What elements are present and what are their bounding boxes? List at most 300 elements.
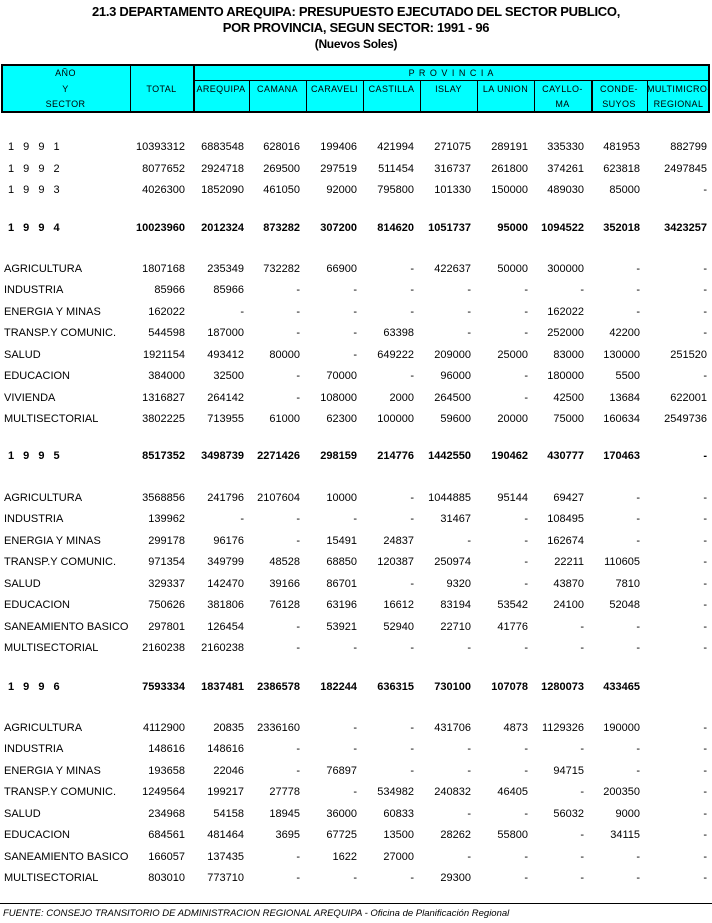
- cell-total: 4026300: [142, 184, 185, 196]
- cell-total: 329337: [148, 578, 185, 590]
- row-label: SALUD: [4, 578, 41, 590]
- table-row-sector: [0, 370, 712, 386]
- cell-value: 261800: [491, 163, 528, 175]
- source-note: FUENTE: CONSEJO TRANSITORIO DE ADMINISTRACION REGIONAL AREQUIPA - Oficina de Planificación Regional: [3, 908, 510, 919]
- cell-value: 431706: [434, 722, 471, 734]
- cell-value: -: [636, 621, 640, 633]
- cell-value: 48528: [269, 556, 300, 568]
- cell-total: 803010: [148, 872, 185, 884]
- cell-value: 36000: [326, 808, 357, 820]
- cell-value: -: [580, 642, 584, 654]
- cell-value: 882799: [670, 141, 707, 153]
- cell-value: -: [353, 513, 357, 525]
- cell-value: -: [353, 642, 357, 654]
- row-label: 1 9 9 5: [8, 450, 63, 462]
- row-label: TRANSP.Y COMUNIC.: [4, 786, 117, 798]
- cell-value: 773710: [207, 872, 244, 884]
- cell-total: 1807168: [142, 263, 185, 275]
- cell-value: 297519: [320, 163, 357, 175]
- cell-total: 684561: [148, 829, 185, 841]
- cell-value: -: [703, 184, 707, 196]
- cell-value: -: [410, 765, 414, 777]
- cell-value: 108495: [547, 513, 584, 525]
- cell-value: 349799: [207, 556, 244, 568]
- cell-value: 85966: [213, 284, 244, 296]
- cell-value: 76897: [326, 765, 357, 777]
- cell-value: 493412: [207, 349, 244, 361]
- cell-value: 25000: [497, 349, 528, 361]
- cell-value: 52940: [383, 621, 414, 633]
- cell-value: 214776: [377, 450, 414, 462]
- cell-value: -: [353, 786, 357, 798]
- cell-value: -: [296, 621, 300, 633]
- cell-value: -: [467, 808, 471, 820]
- cell-value: 29300: [440, 872, 471, 884]
- cell-value: 1044885: [428, 492, 471, 504]
- cell-value: 137435: [207, 851, 244, 863]
- header-col-0: AREQUIPA: [196, 84, 246, 94]
- cell-total: 1249564: [142, 786, 185, 798]
- cell-value: 335330: [547, 141, 584, 153]
- cell-value: 110605: [604, 556, 640, 568]
- cell-value: -: [703, 808, 707, 820]
- cell-value: 316737: [434, 163, 471, 175]
- cell-value: 2160238: [201, 642, 244, 654]
- cell-value: -: [703, 786, 707, 798]
- row-label: SALUD: [4, 808, 41, 820]
- cell-value: 795800: [377, 184, 414, 196]
- cell-value: -: [580, 851, 584, 863]
- cell-value: 199217: [207, 786, 244, 798]
- cell-value: 2271426: [257, 450, 300, 462]
- cell-value: 59600: [440, 413, 471, 425]
- row-label: 1 9 9 1: [8, 141, 63, 153]
- cell-value: -: [296, 327, 300, 339]
- cell-value: 199406: [320, 141, 357, 153]
- cell-value: 9000: [615, 808, 640, 820]
- cell-value: 86701: [326, 578, 357, 590]
- cell-value: -: [410, 306, 414, 318]
- header-col-3: CASTILLA: [368, 84, 415, 94]
- cell-total: 148616: [148, 743, 185, 755]
- header-provincia: P R O V I N C I A: [408, 68, 495, 78]
- cell-value: 511454: [378, 163, 414, 175]
- table-row-year: [0, 141, 712, 157]
- table-row-sector: [0, 349, 712, 365]
- cell-value: 13500: [383, 829, 414, 841]
- cell-value: -: [353, 743, 357, 755]
- cell-value: -: [703, 642, 707, 654]
- cell-value: 1280073: [541, 681, 584, 693]
- cell-value: 46405: [497, 786, 528, 798]
- cell-value: 732282: [263, 263, 300, 275]
- table-row-year: [0, 222, 712, 238]
- cell-value: -: [524, 642, 528, 654]
- cell-value: -: [524, 327, 528, 339]
- cell-value: 76128: [269, 599, 300, 611]
- cell-value: 53542: [497, 599, 528, 611]
- header-col-7-line2: SUYOS: [602, 99, 636, 109]
- cell-value: -: [296, 851, 300, 863]
- cell-value: 422637: [434, 263, 471, 275]
- cell-total: 8077652: [142, 163, 185, 175]
- row-label: INDUSTRIA: [4, 743, 64, 755]
- row-label: AGRICULTURA: [4, 263, 83, 275]
- cell-value: -: [636, 642, 640, 654]
- row-label: MULTISECTORIAL: [4, 872, 99, 884]
- cell-value: 61000: [269, 413, 300, 425]
- row-label: AGRICULTURA: [4, 722, 83, 734]
- cell-value: 43870: [553, 578, 584, 590]
- cell-value: 352018: [603, 222, 640, 234]
- cell-value: -: [296, 642, 300, 654]
- cell-value: 100000: [377, 413, 414, 425]
- cell-value: 1837481: [201, 681, 244, 693]
- row-label: TRANSP.Y COMUNIC.: [4, 327, 117, 339]
- cell-value: 269500: [263, 163, 300, 175]
- cell-value: 4873: [503, 722, 528, 734]
- cell-value: -: [296, 370, 300, 382]
- cell-value: -: [580, 872, 584, 884]
- cell-value: 2012324: [201, 222, 244, 234]
- table-units: (Nuevos Soles): [314, 37, 398, 51]
- cell-value: -: [524, 513, 528, 525]
- cell-value: 32500: [213, 370, 244, 382]
- cell-value: 95144: [497, 492, 528, 504]
- cell-value: 1622: [332, 851, 357, 863]
- cell-value: 252000: [547, 327, 584, 339]
- cell-value: 107078: [491, 681, 528, 693]
- cell-value: -: [703, 578, 707, 590]
- cell-value: 27000: [383, 851, 414, 863]
- cell-value: -: [467, 284, 471, 296]
- table-title-line-2: POR PROVINCIA, SEGUN SECTOR: 1991 - 96: [222, 20, 490, 35]
- cell-value: 148616: [207, 743, 244, 755]
- cell-value: 2549736: [664, 413, 707, 425]
- table-row-sector: [0, 306, 712, 322]
- cell-value: -: [353, 284, 357, 296]
- cell-value: 92000: [326, 184, 357, 196]
- cell-total: 193658: [148, 765, 185, 777]
- cell-value: 34115: [610, 829, 640, 841]
- cell-value: 69427: [553, 492, 584, 504]
- cell-value: -: [353, 306, 357, 318]
- cell-value: 96176: [213, 535, 244, 547]
- cell-value: -: [410, 743, 414, 755]
- cell-value: 24100: [553, 599, 584, 611]
- cell-total: 384000: [148, 370, 185, 382]
- cell-value: 20000: [497, 413, 528, 425]
- cell-total: 166057: [148, 851, 185, 863]
- cell-value: 60833: [383, 808, 414, 820]
- cell-value: 814620: [377, 222, 414, 234]
- header-col-6: CAYLLO-: [542, 84, 583, 94]
- cell-value: 873282: [263, 222, 300, 234]
- table-row-sector: [0, 872, 712, 888]
- cell-value: -: [410, 263, 414, 275]
- cell-value: -: [524, 284, 528, 296]
- cell-value: -: [353, 872, 357, 884]
- table-row-sector: [0, 284, 712, 300]
- row-label: MULTISECTORIAL: [4, 413, 99, 425]
- cell-value: -: [636, 851, 640, 863]
- cell-total: 85966: [154, 284, 185, 296]
- row-label: ENERGIA Y MINAS: [4, 306, 101, 318]
- header-y: Y: [62, 84, 69, 94]
- cell-value: -: [524, 370, 528, 382]
- cell-value: -: [296, 306, 300, 318]
- cell-value: 7810: [615, 578, 640, 590]
- header-col-7: CONDE-: [600, 84, 638, 94]
- cell-value: 130000: [603, 349, 640, 361]
- cell-value: 3423257: [664, 222, 707, 234]
- cell-value: -: [580, 786, 584, 798]
- row-label: EDUCACION: [4, 829, 71, 841]
- header-col-6-line2: MA: [555, 99, 570, 109]
- header-col-8: MULTIMICRO-: [647, 84, 711, 94]
- cell-value: 1051737: [428, 222, 471, 234]
- cell-value: 2497845: [664, 163, 707, 175]
- cell-value: -: [703, 556, 707, 568]
- cell-value: 240832: [434, 786, 471, 798]
- table-row-sector: [0, 492, 712, 508]
- cell-value: 1852090: [201, 184, 244, 196]
- cell-value: -: [524, 535, 528, 547]
- cell-value: 15491: [326, 535, 357, 547]
- cell-value: 62300: [326, 413, 357, 425]
- cell-value: -: [524, 392, 528, 404]
- table-row-sector: [0, 263, 712, 279]
- cell-value: 235349: [207, 263, 244, 275]
- table-row-year: [0, 184, 712, 200]
- cell-value: -: [703, 327, 707, 339]
- cell-value: -: [703, 599, 707, 611]
- cell-total: 971354: [148, 556, 185, 568]
- row-label: EDUCACION: [4, 599, 71, 611]
- cell-value: 16612: [383, 599, 414, 611]
- cell-value: 9320: [446, 578, 471, 590]
- cell-value: -: [636, 306, 640, 318]
- cell-value: 55800: [497, 829, 528, 841]
- cell-value: -: [703, 306, 707, 318]
- cell-value: 250974: [434, 556, 471, 568]
- cell-value: 28262: [440, 829, 471, 841]
- cell-total: 1316827: [142, 392, 185, 404]
- cell-value: -: [296, 513, 300, 525]
- header-ano: AÑO: [55, 68, 76, 78]
- row-label: INDUSTRIA: [4, 513, 64, 525]
- cell-value: 209000: [434, 349, 471, 361]
- cell-value: -: [524, 765, 528, 777]
- header-total: TOTAL: [146, 84, 177, 94]
- cell-value: 534982: [377, 786, 414, 798]
- table-row-sector: [0, 722, 712, 738]
- cell-value: 307200: [320, 222, 357, 234]
- cell-total: 3802225: [142, 413, 185, 425]
- cell-value: 22710: [440, 621, 471, 633]
- row-label: EDUCACION: [4, 370, 71, 382]
- cell-value: -: [703, 284, 707, 296]
- cell-value: 1129326: [541, 722, 584, 734]
- cell-value: 190462: [491, 450, 528, 462]
- cell-value: 300000: [547, 263, 584, 275]
- table-row-sector: [0, 765, 712, 781]
- header-col-1: CAMANA: [257, 84, 298, 94]
- cell-value: 67725: [326, 829, 357, 841]
- cell-value: 381806: [207, 599, 244, 611]
- cell-value: -: [703, 263, 707, 275]
- cell-value: -: [636, 284, 640, 296]
- cell-value: 3695: [275, 829, 300, 841]
- table-row-sector: [0, 556, 712, 572]
- cell-value: -: [703, 851, 707, 863]
- row-label: VIVIENDA: [4, 392, 56, 404]
- cell-value: 636315: [377, 681, 414, 693]
- cell-value: 264500: [434, 392, 471, 404]
- cell-value: -: [410, 642, 414, 654]
- cell-total: 139962: [148, 513, 185, 525]
- cell-total: 10393312: [136, 141, 185, 153]
- table-row-sector: [0, 743, 712, 759]
- cell-value: 481953: [603, 141, 640, 153]
- table-row-sector: [0, 808, 712, 824]
- cell-value: 85000: [609, 184, 640, 196]
- cell-total: 234968: [148, 808, 185, 820]
- cell-value: -: [580, 743, 584, 755]
- cell-value: 649222: [377, 349, 414, 361]
- cell-value: -: [703, 743, 707, 755]
- table-row-sector: [0, 327, 712, 343]
- cell-value: -: [296, 392, 300, 404]
- cell-value: -: [410, 284, 414, 296]
- row-label: INDUSTRIA: [4, 284, 64, 296]
- cell-value: 22046: [213, 765, 244, 777]
- cell-total: 8517352: [142, 450, 185, 462]
- cell-value: 3498739: [201, 450, 244, 462]
- cell-value: 80000: [269, 349, 300, 361]
- table-row-sector: [0, 642, 712, 658]
- row-label: ENERGIA Y MINAS: [4, 535, 101, 547]
- cell-value: -: [467, 765, 471, 777]
- cell-value: -: [524, 578, 528, 590]
- cell-value: 1094522: [541, 222, 584, 234]
- cell-value: 6883548: [201, 141, 244, 153]
- footer-rule: [0, 903, 712, 904]
- cell-value: 63398: [383, 327, 414, 339]
- row-label: SANEAMIENTO BASICO: [4, 621, 129, 633]
- cell-value: 461050: [263, 184, 300, 196]
- row-label: 1 9 9 3: [8, 184, 63, 196]
- cell-value: 96000: [440, 370, 471, 382]
- table-row-sector: [0, 786, 712, 802]
- cell-value: -: [353, 722, 357, 734]
- cell-value: 190000: [603, 722, 640, 734]
- cell-value: 150000: [491, 184, 528, 196]
- cell-value: 160634: [603, 413, 640, 425]
- cell-value: 628016: [263, 141, 300, 153]
- cell-value: -: [703, 722, 707, 734]
- table-row-year: [0, 450, 712, 466]
- table-row-sector: [0, 621, 712, 637]
- cell-value: 31467: [440, 513, 471, 525]
- cell-value: -: [703, 829, 707, 841]
- cell-value: -: [467, 535, 471, 547]
- cell-value: 63196: [326, 599, 357, 611]
- table-row-sector: [0, 578, 712, 594]
- header-divider: [193, 80, 710, 81]
- cell-value: 433465: [603, 681, 640, 693]
- cell-value: 13684: [609, 392, 640, 404]
- cell-value: 264142: [207, 392, 244, 404]
- cell-value: 22211: [554, 556, 584, 568]
- cell-value: 271075: [434, 141, 471, 153]
- cell-value: -: [580, 621, 584, 633]
- cell-value: 24837: [383, 535, 414, 547]
- cell-value: 182244: [320, 681, 357, 693]
- cell-value: -: [410, 872, 414, 884]
- cell-value: 108000: [320, 392, 357, 404]
- cell-value: -: [467, 743, 471, 755]
- header-col-4: ISLAY: [435, 84, 462, 94]
- cell-value: -: [524, 808, 528, 820]
- cell-value: 2924718: [201, 163, 244, 175]
- cell-value: 10000: [326, 492, 357, 504]
- cell-value: -: [296, 284, 300, 296]
- cell-value: 180000: [547, 370, 584, 382]
- cell-total: 1921154: [142, 349, 185, 361]
- cell-value: 170463: [603, 450, 640, 462]
- cell-value: -: [524, 851, 528, 863]
- header-col-5: LA UNION: [482, 84, 529, 94]
- cell-value: 54158: [213, 808, 244, 820]
- cell-total: 297801: [148, 621, 185, 633]
- cell-total: 10023960: [136, 222, 185, 234]
- cell-value: -: [296, 872, 300, 884]
- cell-value: 50000: [497, 263, 528, 275]
- cell-value: 52048: [609, 599, 640, 611]
- cell-value: -: [467, 851, 471, 863]
- table-row-year: [0, 163, 712, 179]
- cell-value: -: [636, 492, 640, 504]
- cell-value: -: [410, 578, 414, 590]
- cell-value: 623818: [603, 163, 640, 175]
- cell-value: 298159: [320, 450, 357, 462]
- cell-total: 4112900: [142, 722, 185, 734]
- cell-value: 39166: [269, 578, 300, 590]
- table-row-sector: [0, 392, 712, 408]
- cell-value: 41776: [497, 621, 528, 633]
- cell-value: -: [703, 765, 707, 777]
- cell-value: -: [636, 743, 640, 755]
- cell-value: -: [524, 556, 528, 568]
- table-row-sector: [0, 851, 712, 867]
- cell-value: -: [467, 327, 471, 339]
- row-label: TRANSP.Y COMUNIC.: [4, 556, 117, 568]
- row-label: MULTISECTORIAL: [4, 642, 99, 654]
- header-col-2: CARAVELI: [310, 84, 359, 94]
- table-title-line-1: 21.3 DEPARTAMENTO AREQUIPA: PRESUPUESTO EJECUTADO DEL SECTOR PUBLICO,: [91, 4, 621, 19]
- table-row-sector: [0, 599, 712, 615]
- cell-total: 299178: [148, 535, 185, 547]
- row-label: SANEAMIENTO BASICO: [4, 851, 129, 863]
- cell-value: 95000: [497, 222, 528, 234]
- header-sector: SECTOR: [45, 99, 86, 109]
- cell-value: 42500: [553, 392, 584, 404]
- cell-value: 126454: [207, 621, 244, 633]
- cell-value: -: [467, 306, 471, 318]
- cell-value: 2336160: [257, 722, 300, 734]
- cell-value: 83000: [553, 349, 584, 361]
